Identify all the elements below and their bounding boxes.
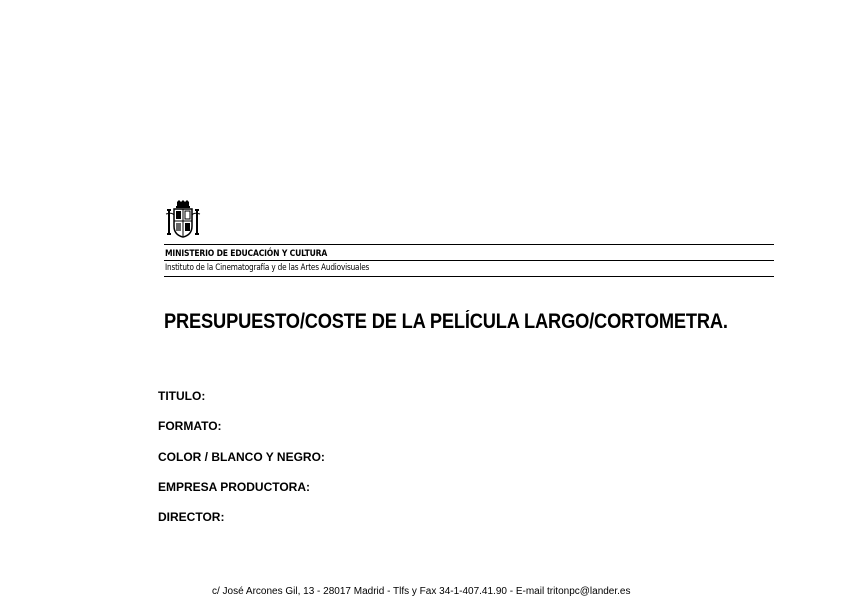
field-empresa-productora-label: EMPRESA PRODUCTORA:: [158, 480, 311, 494]
institute-name: Instituto de la Cinematografía y de las Artes Audiovisuales: [165, 263, 370, 273]
coat-of-arms-icon: [164, 200, 202, 240]
field-director-label: DIRECTOR:: [158, 510, 225, 524]
header-top-rule: [164, 244, 774, 245]
field-color-label: COLOR / BLANCO Y NEGRO:: [158, 450, 325, 464]
document-title: PRESUPUESTO/COSTE DE LA PELÍCULA LARGO/CORTOMETRA.: [164, 310, 728, 333]
header-bottom-rule: [164, 276, 774, 277]
field-titulo-label: TITULO:: [158, 389, 206, 403]
footer-address: c/ José Arcones Gil, 13 - 28017 Madrid - Tlfs y Fax 34-1-407.41.90 - E-mail tritonpc@lander.es: [212, 586, 631, 597]
field-formato-label: FORMATO:: [158, 419, 222, 433]
header-middle-rule: [164, 260, 774, 261]
ministry-name: MINISTERIO DE EDUCACIÓN Y CULTURA: [165, 249, 328, 259]
